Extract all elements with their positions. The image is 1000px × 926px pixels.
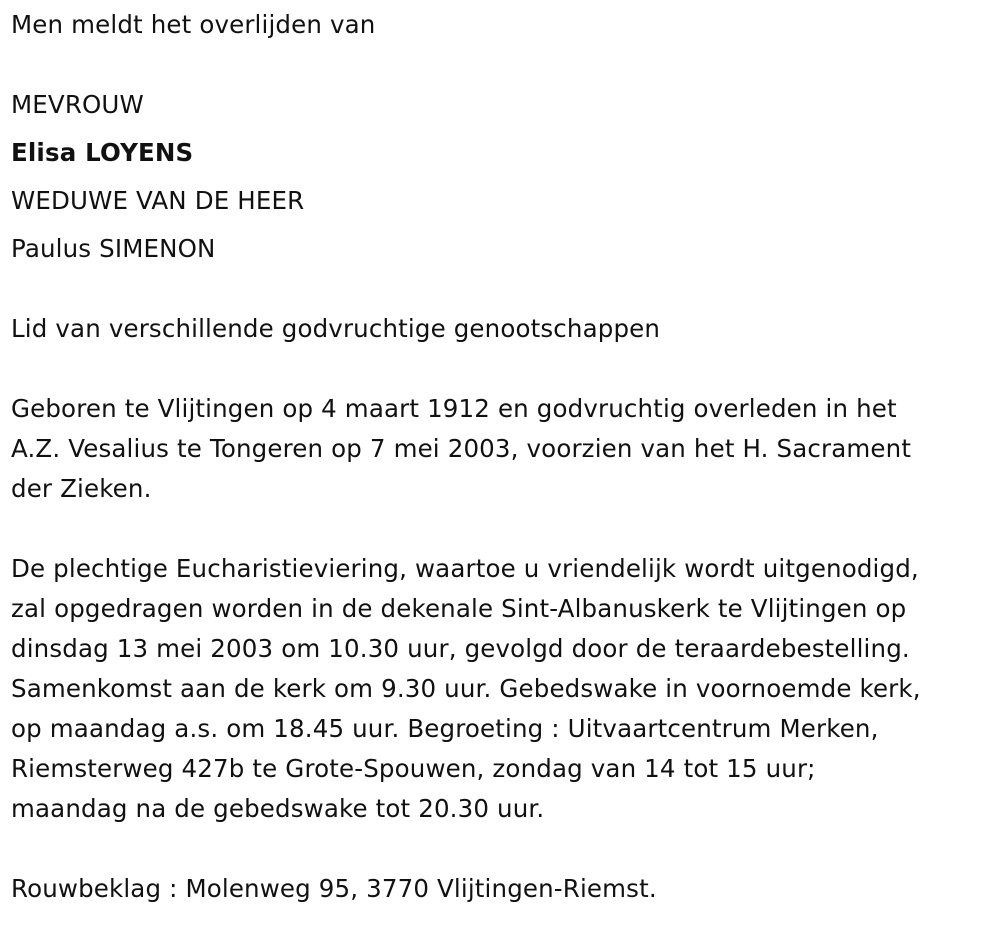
- honorific-title: MEVROUW: [11, 90, 144, 119]
- paragraph-line: dinsdag 13 mei 2003 om 10.30 uur, gevolgd door de teraardebestelling.: [11, 634, 910, 663]
- widow-of-line: WEDUWE VAN DE HEER: [11, 186, 305, 215]
- membership-line: Lid van verschillende godvruchtige genootschappen: [11, 314, 661, 343]
- paragraph-line: maandag na de gebedswake tot 20.30 uur.: [11, 794, 545, 823]
- deceased-name: Elisa LOYENS: [11, 138, 194, 167]
- paragraph-line: zal opgedragen worden in de dekenale Sint-Albanuskerk te Vlijtingen op: [11, 594, 907, 623]
- paragraph-line: Samenkomst aan de kerk om 9.30 uur. Gebedswake in voornoemde kerk,: [11, 674, 921, 703]
- paragraph-line: De plechtige Eucharistieviering, waartoe u vriendelijk wordt uitgenodigd,: [11, 554, 919, 583]
- paragraph-line: Riemsterweg 427b te Grote-Spouwen, zondag van 14 tot 15 uur;: [11, 754, 816, 783]
- paragraph-line: A.Z. Vesalius te Tongeren op 7 mei 2003, voorzien van het H. Sacrament: [11, 434, 912, 463]
- condolence-address: Rouwbeklag : Molenweg 95, 3770 Vlijtingen-Riemst.: [11, 874, 657, 903]
- paragraph-line: Geboren te Vlijtingen op 4 maart 1912 en godvruchtig overleden in het: [11, 394, 897, 423]
- intro-line: Men meldt het overlijden van: [11, 10, 376, 39]
- paragraph-line: op maandag a.s. om 18.45 uur. Begroeting : Uitvaartcentrum Merken,: [11, 714, 879, 743]
- paragraph-line: der Zieken.: [11, 474, 152, 503]
- spouse-name: Paulus SIMENON: [11, 234, 216, 263]
